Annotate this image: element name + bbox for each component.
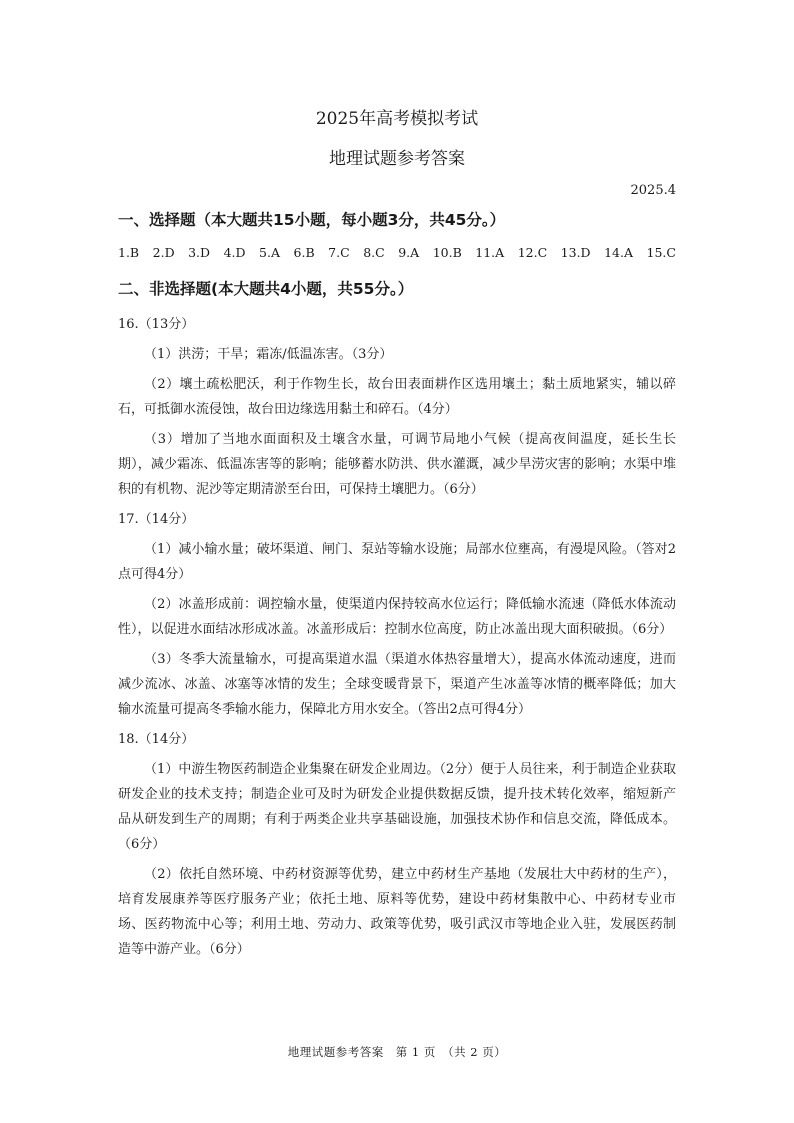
exam-date: 2025.4 [630,183,676,198]
answer-item: 2.D [152,245,175,260]
question-16-label: 16.（13分） [118,317,195,332]
q16-part1: （1）洪涝；干旱；霜冻/低温冻害。（3分） [144,347,393,362]
answer-item: 3.D [188,245,211,260]
multiple-choice-answers [118,245,676,260]
exam-subtitle: 地理试题参考答案 [329,149,465,169]
q17-part3: （3）冬季大流量输水，可提高渠道水温（渠道水体热容量增大），提高水体流动速度，进而减少流冰、冰盖、冰塞等冰情的发生；全球变暖背景下，渠道产生冰盖等冰情的概率降低；加大输水流量可提高冬季输水能力，保障北方用水安全。（答出2点可得4分） [118,652,676,717]
q18-part2: （2）依托自然环境、中药材资源等优势，建立中药材生产基地（发展壮大中药材的生产），培育发展康养等医疗服务产业；依托土地、原料等优势，建设中药材集散中心、中药材专业市场、医药物流中心等；利用土地、劳动力、政策等优势，吸引武汉市等地企业入驻，发展医药制造等中游产业。（6分） [118,867,676,957]
answer-item: 12.C [517,245,548,260]
answer-item: 4.D [223,245,246,260]
page-footer: 地理试题参考答案 第 1 页 （共 2 页） [287,1045,507,1059]
question-17-label: 17.（14分） [118,512,195,527]
q18-part1: （1）中游生物医药制造企业集聚在研发企业周边。（2分）便于人员往来，利于制造企业获取研发企业的技术支持；制造企业可及时为研发企业提供数据反馈，提升技术转化效率，缩短新产品从研发到生产的周期；有利于两类企业共享基础设施，加强技术协作和信息交流，降低成本。（6分） [118,762,676,852]
answer-item: 5.A [259,245,281,260]
free-response-answers [118,312,676,967]
q16-part3: （3）增加了当地水面面积及土壤含水量，可调节局地小气候（提高夜间温度，延长生长期），减少霜冻、低温冻害等的影响；能够蓄水防洪、供水灌溉，减少旱涝灾害的影响；水渠中堆积的有机物、泥沙等定期清淤至台田，可保持土壤肥力。（6分） [118,432,676,497]
answer-item: 1.B [118,245,140,260]
answer-item: 14.A [604,245,633,260]
q17-part2: （2）冰盖形成前：调控输水量，使渠道内保持较高水位运行；降低输水流速（降低水体流动性），以促进水面结冰形成冰盖。冰盖形成后：控制水位高度，防止冰盖出现大面积破损。（6分） [118,597,676,637]
answer-item: 13.D [560,245,591,260]
answer-item: 7.C [328,245,350,260]
answer-item: 9.A [398,245,420,260]
q17-part1: （1）减小输水量；破坏渠道、闸门、泵站等输水设施；局部水位壅高，有漫堤风险。（答对2点可得4分） [118,542,676,582]
section1-heading: 一、选择题（本大题共15小题，每小题3分，共45分。） [118,211,506,229]
q16-part2: （2）壤土疏松肥沃，利于作物生长，故台田表面耕作区选用壤土；黏土质地紧实，辅以碎石，可抵御水流侵蚀，故台田边缘选用黏土和碎石。（4分） [118,377,676,417]
answer-item: 8.C [363,245,385,260]
answer-item: 15.C [646,245,676,260]
section2-heading: 二、非选择题(本大题共4小题，共55分。） [118,280,414,298]
answer-item: 6.B [293,245,315,260]
exam-title: 2025年高考模拟考试 [315,109,479,129]
answer-item: 10.B [432,245,462,260]
answer-item: 11.A [475,245,505,260]
question-18-label: 18.（14分） [118,732,195,747]
